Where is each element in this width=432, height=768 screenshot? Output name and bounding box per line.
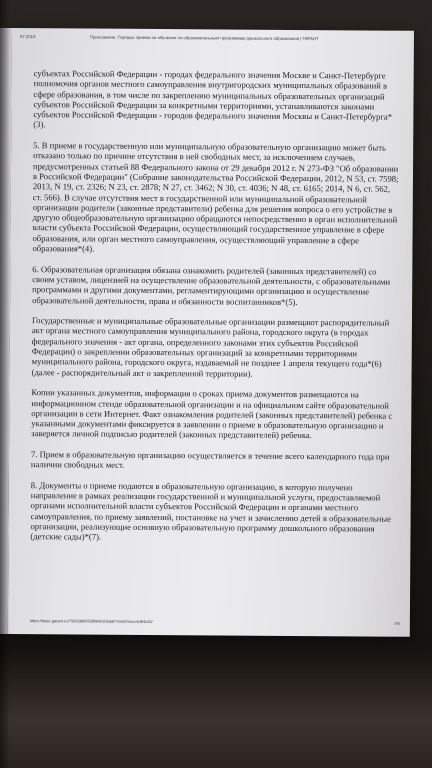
document-page [8,28,414,637]
page-number: 2/6 [394,620,400,626]
paragraph-8: 8. Документы о приеме подаются в образовательную организацию, в которую получено направление в рамках реализации государственной и муниципальной услуги, предоставляемой органами исполнительной власти субъектов Российской Федерации и органами местного самоуправления, по приему заявлений, постановке на учет и зачислению детей в образовательные организации, реализующие основную образовательную программу дошкольного образования (детские сады)*(7). [30,480,392,542]
table-surface [0,648,432,768]
edge-shadow [0,0,10,768]
page-footer [30,618,400,631]
paragraph-continuation: субъектах Российской Федерации - городах федерального значения Москве и Санкт-Петербурге полномочия органов местного самоуправления внутригородских муниципальных образований в сфере образования, в том числе по закреплению муниципальных образовательных организаций субъектов Российской Федерации за конкретными территориями, устанавливаются законами субъектов Российской Федерации - городов федерального значения Москвы и Санкт-Петербурга*(3). [33,68,393,130]
paragraph-6-copies: Копии указанных документов, информация о сроках приема документов размещаются на информационном стенде образовательной организации и на официальном сайте образовательной организации в сети Интернет. Факт ознакомления родителей (законных представителей) ребенка с указанными документами фиксируется в заявлении о приеме в образовательную организацию и заверяется личной подписью родителей (законных представителей) ребенка. [31,387,393,441]
footer-url: https://base.garant.ru/70653890/53f89421bbdaf741eb21ecc4d84c33/ [29,618,153,624]
page-header [12,30,414,51]
document-body [30,68,399,554]
paragraph-5: 5. В приеме в государственную или муниципальную образовательную организацию может быть отказано только по причине отсутствия в ней свободных мест, за исключением случаев, предусмотренных статьей 88 Федерального закона от 29 декабря 2012 г. N 273-ФЗ "Об образовании в Российской Федерации" (Собрание законодательства Российской Федерации, 2012, N 53, ст. 7598; 2013, N 19, ст. 2326; N 23, ст. 2878; N 27, ст. 3462; N 30, ст. 4036; N 48, ст. 6165; 2014, N 6, ст. 562, ст. 566). В случае отсутствия мест в государственной или муниципальной образовательной организации родители (законные представители) ребенка для решения вопроса о его устройстве в другую общеобразовательную организацию обращаются непосредственно в орган исполнительной власти субъекта Российской Федерации, осуществляющий государственное управление в сфере образования, или орган местного самоуправления, осуществляющий управление в сфере образования*(4). [32,140,399,254]
paragraph-7: 7. Прием в образовательную организацию осуществляется в течение всего календарного года при наличии свободных мест. [30,449,390,471]
header-title: Приложение. Порядок приема на обучение по образовательным программам дошкольного образования | ГАРАНТ [89,34,319,42]
header-date: 07.2019 [19,34,36,40]
paragraph-6-posting: Государственные и муниципальные образовательные организации размещают распорядительный акт органа местного самоуправления муниципального района, городского округа (в городах федерального значения - акт органа, определенного законами этих субъектов Российской Федерации) о закреплении образовательных организаций за конкретными территориями муниципального района, городского округа, издаваемый не позднее 1 апреля текущего года*(6) (далее - распорядительный акт о закрепленной территории). [31,315,390,379]
paragraph-6: 6. Образовательная организация обязана ознакомить родителей (законных представителей) со своим уставом, лицензией на осуществление образовательной деятельности, с образовательными программами и другими документами, регламентирующими организацию и осуществление образовательной деятельности, права и обязанности воспитанников*(5). [32,263,391,307]
